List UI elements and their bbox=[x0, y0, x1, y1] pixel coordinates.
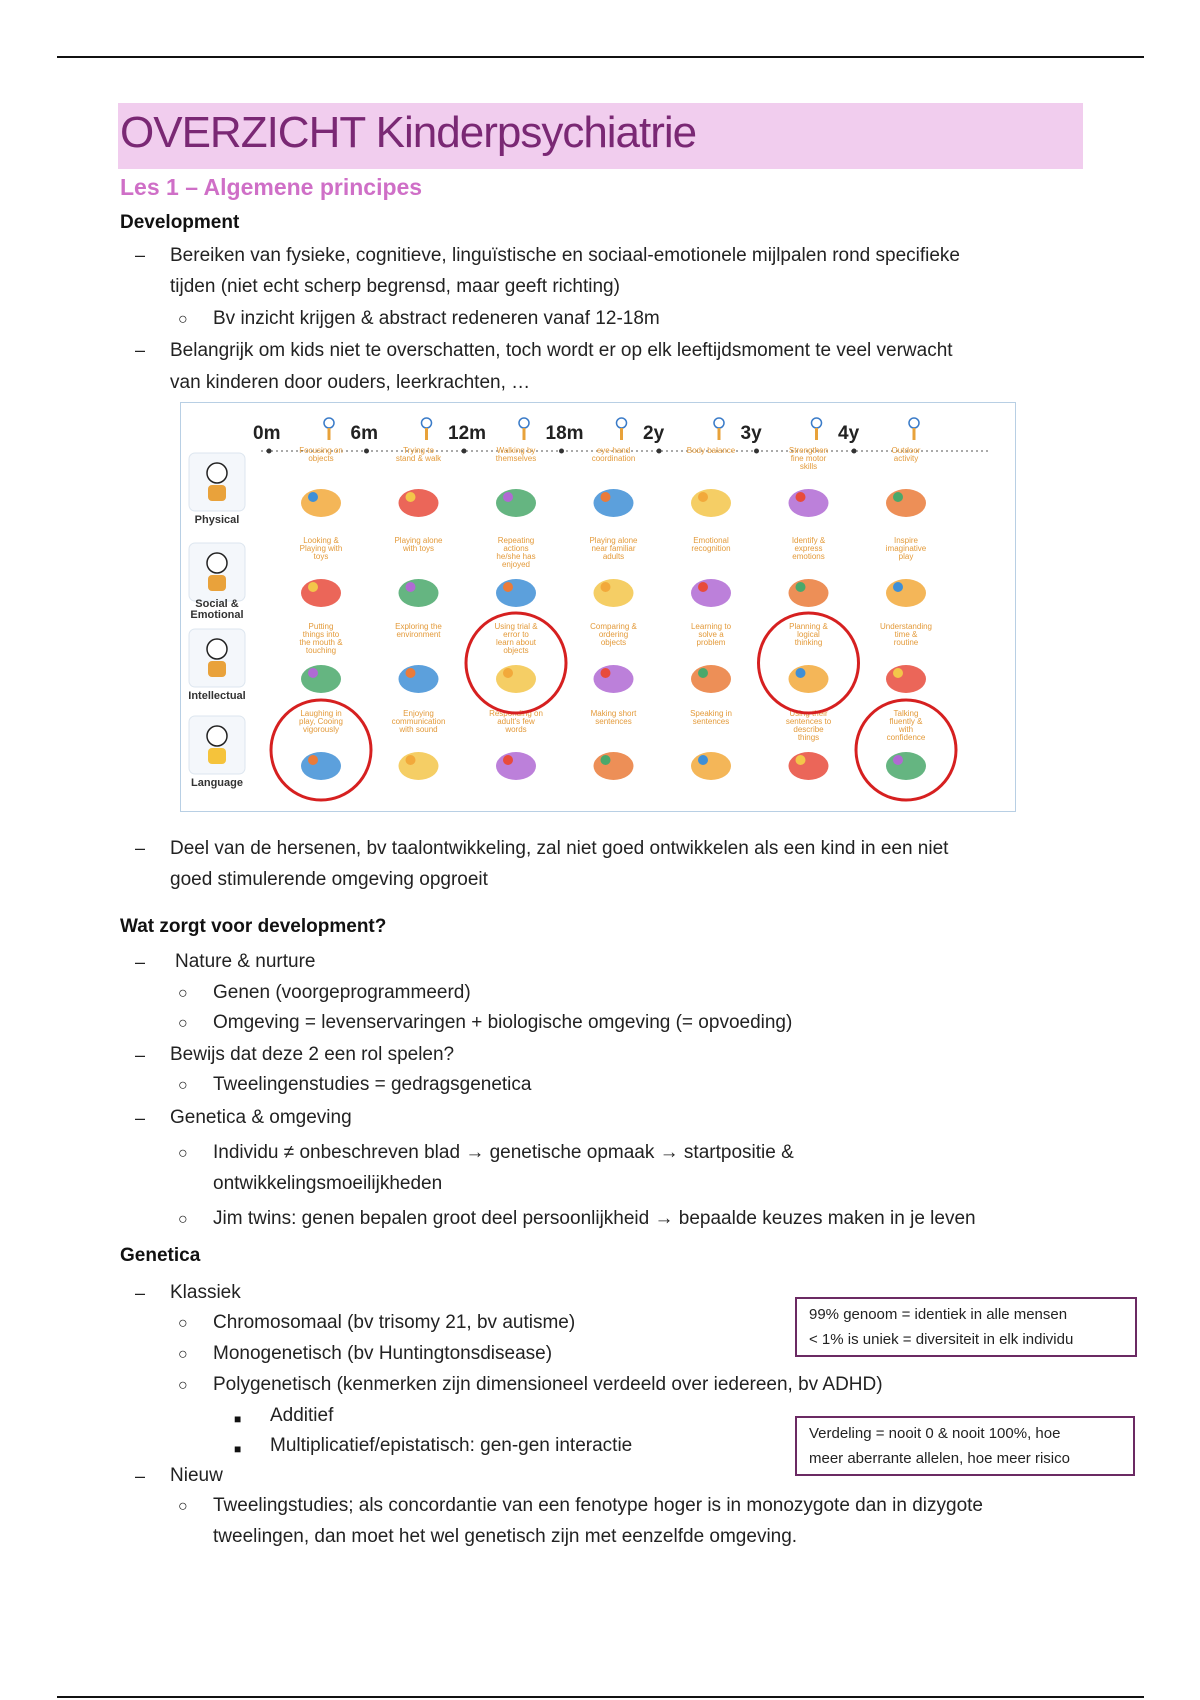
bullet-circle: ○ bbox=[178, 1077, 188, 1094]
toy-image bbox=[399, 665, 439, 693]
milestone-label: time & bbox=[894, 630, 918, 639]
age-tick-4y bbox=[852, 449, 857, 454]
milestone-label: sentences to bbox=[785, 717, 832, 726]
toy-image bbox=[893, 492, 903, 502]
milestone-label: touching bbox=[305, 646, 337, 655]
category-figure-icon bbox=[208, 661, 226, 677]
category-figure-icon bbox=[208, 575, 226, 591]
milestone-label: Inspire bbox=[893, 536, 919, 545]
gen-b1-s3-b: Multiplicatief/epistatisch: gen-gen interactie bbox=[270, 1435, 633, 1456]
toy-image bbox=[886, 579, 926, 607]
dev-b3-line2: goed stimulerende omgeving opgroeit bbox=[170, 869, 488, 890]
child-figure-icon bbox=[714, 418, 724, 428]
causes-b2-s1: Tweelingenstudies = gedragsgenetica bbox=[213, 1074, 532, 1095]
age-label-3y: 3y bbox=[740, 423, 762, 444]
milestone-label: near familiar bbox=[591, 544, 636, 553]
toy-image bbox=[594, 752, 634, 780]
milestone-label: learn about bbox=[495, 638, 537, 647]
heading-causes: Wat zorgt voor development? bbox=[120, 916, 387, 937]
milestone-label: problem bbox=[696, 638, 726, 647]
toy-image bbox=[406, 492, 416, 502]
causes-b1-s2: Omgeving = levenservaringen + biologische omgeving (= opvoeding) bbox=[213, 1012, 793, 1033]
bullet-square: ■ bbox=[234, 1412, 242, 1426]
milestone-label: thinking bbox=[794, 638, 823, 647]
milestone-label: Using trial & bbox=[494, 622, 538, 631]
bullet-circle: ○ bbox=[178, 311, 188, 328]
note-box-distribution-line2: meer aberrante allelen, hoe meer risico bbox=[809, 1450, 1070, 1467]
toy-image bbox=[691, 489, 731, 517]
age-label-12m: 12m bbox=[448, 423, 487, 444]
milestone-label: with sound bbox=[399, 725, 438, 734]
milestone-label: Walking by bbox=[496, 446, 536, 455]
category-figure-icon bbox=[208, 748, 226, 764]
milestone-label: sentences bbox=[595, 717, 632, 726]
milestone-label: with bbox=[898, 725, 914, 734]
child-figure-icon bbox=[909, 418, 919, 428]
toy-image bbox=[594, 665, 634, 693]
bullet-dash: – bbox=[135, 1283, 146, 1303]
milestone-label: toys bbox=[313, 552, 329, 561]
toy-image bbox=[308, 582, 318, 592]
toy-image bbox=[399, 489, 439, 517]
category-figure-icon bbox=[207, 726, 227, 746]
toy-image bbox=[796, 492, 806, 502]
toy-image bbox=[496, 752, 536, 780]
toy-image bbox=[698, 492, 708, 502]
toy-image bbox=[796, 668, 806, 678]
milestone-label: Exploring the bbox=[395, 622, 442, 631]
milestone-label: objects bbox=[503, 646, 529, 655]
note-box-distribution-line1: Verdeling = nooit 0 & nooit 100%, hoe bbox=[809, 1425, 1061, 1442]
toy-image bbox=[893, 668, 903, 678]
dev-b1-sub: Bv inzicht krijgen & abstract redeneren vanaf 12-18m bbox=[213, 308, 660, 329]
milestone-label: Enjoying bbox=[403, 709, 434, 718]
dev-b2-line1: Belangrijk om kids niet te overschatten, toch wordt er op elk leeftijdsmoment te veel verwacht bbox=[170, 340, 953, 361]
causes-b1-s1: Genen (voorgeprogrammeerd) bbox=[213, 982, 471, 1003]
bullet-circle: ○ bbox=[178, 1498, 188, 1515]
milestone-label: things bbox=[797, 733, 820, 742]
toy-image bbox=[308, 755, 318, 765]
toy-image bbox=[601, 582, 611, 592]
heading-development: Development bbox=[120, 212, 240, 233]
milestone-label: error to bbox=[503, 630, 529, 639]
milestone-label: emotions bbox=[792, 552, 825, 561]
milestone-label: things into bbox=[302, 630, 340, 639]
milestone-label: Playing with bbox=[299, 544, 343, 553]
child-figure-icon bbox=[422, 418, 432, 428]
bullet-square: ■ bbox=[234, 1442, 242, 1456]
toy-image bbox=[496, 579, 536, 607]
milestone-label: environment bbox=[396, 630, 441, 639]
milestone-label: Repeating bbox=[497, 536, 535, 545]
causes-b3: Genetica & omgeving bbox=[170, 1107, 352, 1128]
milestone-label: Learning to bbox=[690, 622, 732, 631]
milestone-label: Playing alone bbox=[589, 536, 638, 545]
gen-b2: Nieuw bbox=[170, 1465, 223, 1486]
category-label: Physical bbox=[194, 514, 240, 526]
milestone-label: adult's few bbox=[497, 717, 535, 726]
milestone-label: play, Cooing bbox=[299, 717, 343, 726]
age-tick-12m bbox=[462, 449, 467, 454]
milestone-label: eye-hand bbox=[596, 446, 631, 455]
gen-b1-s3-a: Additief bbox=[270, 1405, 334, 1426]
milestone-label: vigorously bbox=[302, 725, 340, 734]
gen-b1: Klassiek bbox=[170, 1282, 241, 1303]
milestone-label: Planning & bbox=[789, 622, 828, 631]
age-label-4y: 4y bbox=[838, 423, 860, 444]
bottom-rule bbox=[57, 1696, 1144, 1698]
milestone-chart-svg bbox=[181, 403, 1015, 811]
milestone-label: sentences bbox=[692, 717, 730, 726]
toy-image bbox=[691, 579, 731, 607]
milestone-label: describe bbox=[793, 725, 824, 734]
category-label: Emotional bbox=[190, 609, 244, 621]
milestone-label: enjoyed bbox=[501, 560, 531, 569]
bullet-dash: – bbox=[135, 1108, 146, 1128]
toy-image bbox=[691, 665, 731, 693]
milestone-label: Talking bbox=[893, 709, 919, 718]
toy-image bbox=[601, 668, 611, 678]
causes-b2: Bewijs dat deze 2 een rol spelen? bbox=[170, 1044, 455, 1065]
bullet-circle: ○ bbox=[178, 1315, 188, 1332]
milestone-label: Looking & bbox=[303, 536, 339, 545]
note-box-genome bbox=[795, 1297, 1137, 1357]
note-box-genome-line2: < 1% is uniek = diversiteit in elk individu bbox=[809, 1331, 1074, 1348]
milestone-label: recognition bbox=[691, 544, 731, 553]
age-tick-18m bbox=[559, 449, 564, 454]
milestone-label: Putting bbox=[308, 622, 334, 631]
milestone-label: confidence bbox=[886, 733, 926, 742]
age-tick-0m bbox=[267, 449, 272, 454]
milestone-label: fine motor bbox=[790, 454, 827, 463]
toy-image bbox=[796, 582, 806, 592]
age-label-6m: 6m bbox=[350, 423, 378, 444]
toy-image bbox=[698, 755, 708, 765]
milestone-label: actions bbox=[503, 544, 529, 553]
milestone-label: Body balance bbox=[686, 446, 736, 455]
category-label: Intellectual bbox=[188, 690, 246, 702]
toy-image bbox=[893, 755, 903, 765]
toy-image bbox=[789, 579, 829, 607]
category-figure-icon bbox=[208, 485, 226, 501]
child-figure-icon bbox=[519, 418, 529, 428]
milestone-label: solve a bbox=[698, 630, 724, 639]
gen-b2-s1-line1: Tweelingstudies; als concordantie van een fenotype hoger is in monozygote dan in dizygote bbox=[213, 1495, 983, 1516]
age-label-0m: 0m bbox=[253, 423, 281, 444]
toy-image bbox=[789, 752, 829, 780]
milestone-label: Trying to bbox=[403, 446, 434, 455]
toy-image bbox=[698, 582, 708, 592]
milestone-label: communication bbox=[391, 717, 446, 726]
toy-image bbox=[496, 489, 536, 517]
toy-image bbox=[691, 752, 731, 780]
child-figure-icon bbox=[324, 418, 334, 428]
causes-b3-s2: Jim twins: genen bepalen groot deel persoonlijkheid → bepaalde keuzes maken in je leven bbox=[213, 1208, 976, 1229]
top-rule bbox=[57, 56, 1144, 58]
toy-image bbox=[399, 752, 439, 780]
bullet-circle: ○ bbox=[178, 1015, 188, 1032]
milestone-label: coordination bbox=[591, 454, 636, 463]
milestone-label: Strengthen bbox=[788, 446, 829, 455]
toy-image bbox=[789, 665, 829, 693]
milestone-label: express bbox=[794, 544, 823, 553]
toy-image bbox=[406, 668, 416, 678]
toy-image bbox=[308, 668, 318, 678]
gen-b2-s1-line2: tweelingen, dan moet het wel genetisch zijn met eenzelfde omgeving. bbox=[213, 1526, 798, 1547]
category-figure-icon bbox=[207, 463, 227, 483]
milestone-label: themselves bbox=[495, 454, 537, 463]
milestone-label: activity bbox=[893, 454, 919, 463]
milestone-chart bbox=[180, 402, 1016, 812]
milestone-label: Comparing & bbox=[590, 622, 637, 631]
toy-image bbox=[399, 579, 439, 607]
dev-b1-line2: tijden (niet echt scherp begrensd, maar geeft richting) bbox=[170, 276, 620, 297]
category-label: Language bbox=[191, 777, 243, 789]
milestone-label: objects bbox=[600, 638, 627, 647]
toy-image bbox=[496, 665, 536, 693]
milestone-label: with toys bbox=[402, 544, 435, 553]
toy-image bbox=[886, 665, 926, 693]
bullet-circle: ○ bbox=[178, 1346, 188, 1363]
milestone-label: stand & walk bbox=[395, 454, 442, 463]
toy-image bbox=[698, 668, 708, 678]
toy-image bbox=[601, 492, 611, 502]
milestone-label: Emotional bbox=[693, 536, 729, 545]
bullet-circle: ○ bbox=[178, 1145, 188, 1162]
category-figure-icon bbox=[207, 639, 227, 659]
age-label-2y: 2y bbox=[643, 423, 665, 444]
dev-b3-line1: Deel van de hersenen, bv taalontwikkeling, zal niet goed ontwikkelen als een kind in een niet bbox=[170, 838, 949, 859]
milestone-label: Outdoor bbox=[891, 446, 921, 455]
milestone-label: adults bbox=[602, 552, 625, 561]
heading-genetics: Genetica bbox=[120, 1245, 201, 1266]
causes-b3-s1-line2: ontwikkelingsmoeilijkheden bbox=[213, 1173, 443, 1194]
toy-image bbox=[503, 582, 513, 592]
milestone-label: logical bbox=[797, 630, 820, 639]
dev-b2-line2: van kinderen door ouders, leerkrachten, … bbox=[170, 372, 531, 393]
bullet-dash: – bbox=[135, 245, 146, 265]
toy-image bbox=[601, 755, 611, 765]
child-figure-icon bbox=[812, 418, 822, 428]
gen-b1-s3: Polygenetisch (kenmerken zijn dimensioneel verdeeld over iedereen, bv ADHD) bbox=[213, 1374, 883, 1395]
note-box-genome-line1: 99% genoom = identiek in alle mensen bbox=[809, 1306, 1068, 1323]
toy-image bbox=[886, 752, 926, 780]
milestone-label: imaginative bbox=[885, 544, 927, 553]
toy-image bbox=[594, 579, 634, 607]
bullet-dash: – bbox=[135, 1466, 146, 1486]
milestone-label: Identify & bbox=[791, 536, 826, 545]
toy-image bbox=[893, 582, 903, 592]
milestone-label: objects bbox=[308, 454, 334, 463]
milestone-label: the mouth & bbox=[299, 638, 343, 647]
bullet-circle: ○ bbox=[178, 1211, 188, 1228]
age-label-18m: 18m bbox=[545, 423, 584, 444]
toy-image bbox=[503, 668, 513, 678]
page-title: OVERZICHT Kinderpsychiatrie bbox=[120, 108, 697, 157]
milestone-label: Focusing on bbox=[299, 446, 343, 455]
category-figure-icon bbox=[207, 553, 227, 573]
child-figure-icon bbox=[617, 418, 627, 428]
bullet-circle: ○ bbox=[178, 985, 188, 1002]
age-tick-3y bbox=[754, 449, 759, 454]
toy-image bbox=[301, 489, 341, 517]
milestone-label: Responding on bbox=[489, 709, 543, 718]
toy-image bbox=[308, 492, 318, 502]
milestone-label: skills bbox=[799, 462, 818, 471]
toy-image bbox=[301, 665, 341, 693]
toy-image bbox=[503, 755, 513, 765]
gen-b1-s1: Chromosomaal (bv trisomy 21, bv autisme) bbox=[213, 1312, 576, 1333]
toy-image bbox=[886, 489, 926, 517]
age-tick-2y bbox=[657, 449, 662, 454]
milestone-label: routine bbox=[893, 638, 919, 647]
toy-image bbox=[796, 755, 806, 765]
milestone-label: ordering bbox=[598, 630, 629, 639]
bullet-dash: – bbox=[135, 1045, 146, 1065]
milestone-label: Laughing in bbox=[300, 709, 342, 718]
milestone-label: Using their bbox=[789, 709, 828, 718]
milestone-label: Speaking in bbox=[690, 709, 732, 718]
bullet-dash: – bbox=[135, 838, 146, 858]
toy-image bbox=[301, 752, 341, 780]
milestone-label: play bbox=[898, 552, 914, 561]
toy-image bbox=[406, 755, 416, 765]
toy-image bbox=[503, 492, 513, 502]
toy-image bbox=[301, 579, 341, 607]
bullet-dash: – bbox=[135, 952, 146, 972]
bullet-dash: – bbox=[135, 340, 146, 360]
milestone-label: Understanding bbox=[879, 622, 933, 631]
toy-image bbox=[789, 489, 829, 517]
milestone-label: fluently & bbox=[889, 717, 923, 726]
gen-b1-s2: Monogenetisch (bv Huntingtonsdisease) bbox=[213, 1343, 553, 1364]
dev-b1-line1: Bereiken van fysieke, cognitieve, linguïstische en sociaal-emotionele mijlpalen rond specifieke bbox=[170, 245, 960, 266]
age-tick-6m bbox=[364, 449, 369, 454]
causes-b3-s1-line1: Individu ≠ onbeschreven blad → genetische opmaak → startpositie & bbox=[213, 1142, 794, 1163]
causes-b1: Nature & nurture bbox=[175, 951, 316, 972]
milestone-label: he/she has bbox=[496, 552, 536, 561]
toy-image bbox=[406, 582, 416, 592]
milestone-label: words bbox=[505, 725, 527, 734]
note-box-distribution bbox=[795, 1416, 1135, 1476]
milestone-label: Playing alone bbox=[394, 536, 443, 545]
toy-image bbox=[594, 489, 634, 517]
bullet-circle: ○ bbox=[178, 1377, 188, 1394]
category-label: Social & bbox=[195, 598, 239, 610]
milestone-label: Making short bbox=[590, 709, 637, 718]
lesson-subtitle: Les 1 – Algemene principes bbox=[120, 174, 423, 200]
